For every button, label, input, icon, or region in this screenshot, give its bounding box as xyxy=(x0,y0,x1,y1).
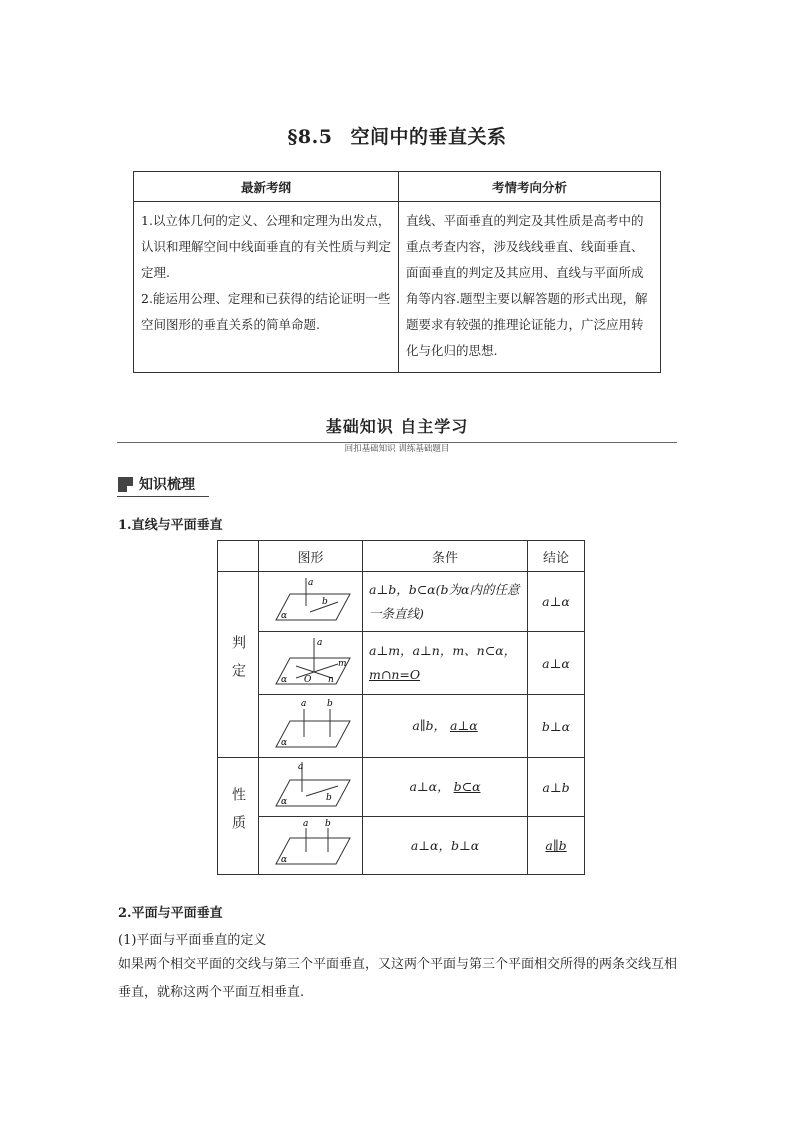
plane-parallelogram xyxy=(276,721,350,747)
label-b: b xyxy=(324,819,331,829)
condition-5-text: a⊥α，b⊥α xyxy=(410,837,480,853)
label-alpha: α xyxy=(280,796,287,807)
label-alpha: α xyxy=(280,611,287,621)
label-n: n xyxy=(327,674,334,685)
conclusion-1-text: a⊥α xyxy=(542,594,570,609)
syllabus-table xyxy=(133,171,661,373)
syllabus-cell xyxy=(134,202,399,373)
line-plane-perpendicular-table xyxy=(217,540,585,875)
condition-2-text-a: a⊥m，a⊥n，m、n⊂α， xyxy=(369,643,517,658)
label-alpha: α xyxy=(280,674,287,685)
condition-4 xyxy=(363,758,528,817)
label-a: a xyxy=(302,819,308,829)
label-a: a xyxy=(297,761,303,772)
condition-header: 条件 xyxy=(363,541,528,572)
page-title xyxy=(0,122,794,149)
part2-subheading: (1)平面与平面垂直的定义 xyxy=(118,933,267,948)
judgement-label-cell xyxy=(218,572,259,758)
label-b: b xyxy=(325,792,332,803)
label-a: a xyxy=(316,637,322,648)
figure-cell-5 xyxy=(259,817,363,875)
conclusion-4-text: a⊥b xyxy=(542,779,570,795)
label-a: a xyxy=(300,698,306,709)
property-label-cell xyxy=(218,758,259,875)
conclusion-3-text: b⊥α xyxy=(541,718,571,734)
knowledge-underline xyxy=(117,496,209,497)
label-O: O xyxy=(303,674,311,685)
condition-4-text-b: b⊂α xyxy=(453,779,481,794)
label-alpha: α xyxy=(280,855,287,865)
plane-parallelogram xyxy=(276,838,350,864)
conclusion-1 xyxy=(528,572,585,632)
section-title: 空间中的垂直关系 xyxy=(350,126,507,148)
figure-cell-4 xyxy=(259,758,363,817)
analysis-cell xyxy=(399,202,661,373)
label-b: b xyxy=(326,698,333,709)
conclusion-5-text: a∥b xyxy=(545,838,567,853)
condition-3-text-b: a⊥α xyxy=(450,718,478,733)
figure-3-diagram xyxy=(266,697,356,753)
condition-4-text-a: a⊥α， xyxy=(409,779,450,794)
condition-3 xyxy=(363,695,528,758)
conclusion-2 xyxy=(528,632,585,695)
knowledge-banner xyxy=(118,474,195,494)
conclusion-2-text: a⊥α xyxy=(542,655,570,671)
condition-1 xyxy=(363,572,528,632)
figure-4-diagram xyxy=(266,760,356,812)
line-b xyxy=(306,786,338,796)
syllabus-item-1: 1.以立体几何的定义、公理和定理为出发点，认识和理解空间中线面垂直的有关性质与判定定理. xyxy=(141,213,392,280)
figure-header: 图形 xyxy=(259,541,363,572)
condition-2 xyxy=(363,632,528,695)
part2-heading: 2.平面与平面垂直 xyxy=(118,906,223,921)
conclusion-3 xyxy=(528,695,585,758)
label-alpha: α xyxy=(280,737,287,748)
condition-1-text: a⊥b，b⊂α(b为α内的任意一条直线) xyxy=(369,581,520,621)
conclusion-4 xyxy=(528,758,585,817)
plane-parallelogram xyxy=(276,594,350,620)
section-number: §8.5 xyxy=(287,126,333,148)
figure-5-diagram xyxy=(266,818,356,870)
plane-parallelogram xyxy=(276,780,350,806)
analysis-text: 直线、平面垂直的判定及其性质是高考中的重点考查内容，涉及线线垂直、线面垂直、面面垂直的判定及其应用、直线与平面所成角等内容.题型主要以解答题的形式出现，解题要求有较强的推理论证能力，广泛应用转化与化归的思想. xyxy=(406,213,648,358)
knowledge-label: 知识梳理 xyxy=(139,477,195,493)
label-m: m xyxy=(337,658,347,669)
label-b: b xyxy=(321,597,328,607)
figure-1-diagram xyxy=(266,574,356,626)
analysis-header: 考情考向分析 xyxy=(399,172,661,202)
figure-cell-1 xyxy=(259,572,363,632)
conclusion-5 xyxy=(528,817,585,875)
figure-2-diagram xyxy=(266,634,356,690)
section-subtitle: 回扣基础知识 训练基础题目 xyxy=(339,444,456,454)
figure-cell-2 xyxy=(259,632,363,695)
syllabus-item-2: 2.能运用公理、定理和已获得的结论证明一些空间图形的垂直关系的简单命题. xyxy=(141,291,391,332)
label-a: a xyxy=(307,578,313,588)
square-bullet-icon xyxy=(118,477,133,492)
section-heading: 基础知识 自主学习 xyxy=(325,417,469,436)
blank-header xyxy=(218,541,259,572)
condition-5 xyxy=(363,817,528,875)
condition-3-text-a: a∥b， xyxy=(412,718,447,733)
part2-paragraph: 如果两个相交平面的交线与第三个平面垂直，又这两个平面与第三个平面相交所得的两条交线互相垂直，就称这两个平面互相垂直. xyxy=(118,957,678,1000)
part1-heading: 1.直线与平面垂直 xyxy=(118,518,223,533)
condition-2-text-b: m∩n=O xyxy=(369,667,421,682)
property-label: 性质 xyxy=(230,786,246,843)
figure-cell-3 xyxy=(259,695,363,758)
judgement-label: 判定 xyxy=(230,635,246,691)
syllabus-header: 最新考纲 xyxy=(134,172,399,202)
conclusion-header: 结论 xyxy=(528,541,585,572)
